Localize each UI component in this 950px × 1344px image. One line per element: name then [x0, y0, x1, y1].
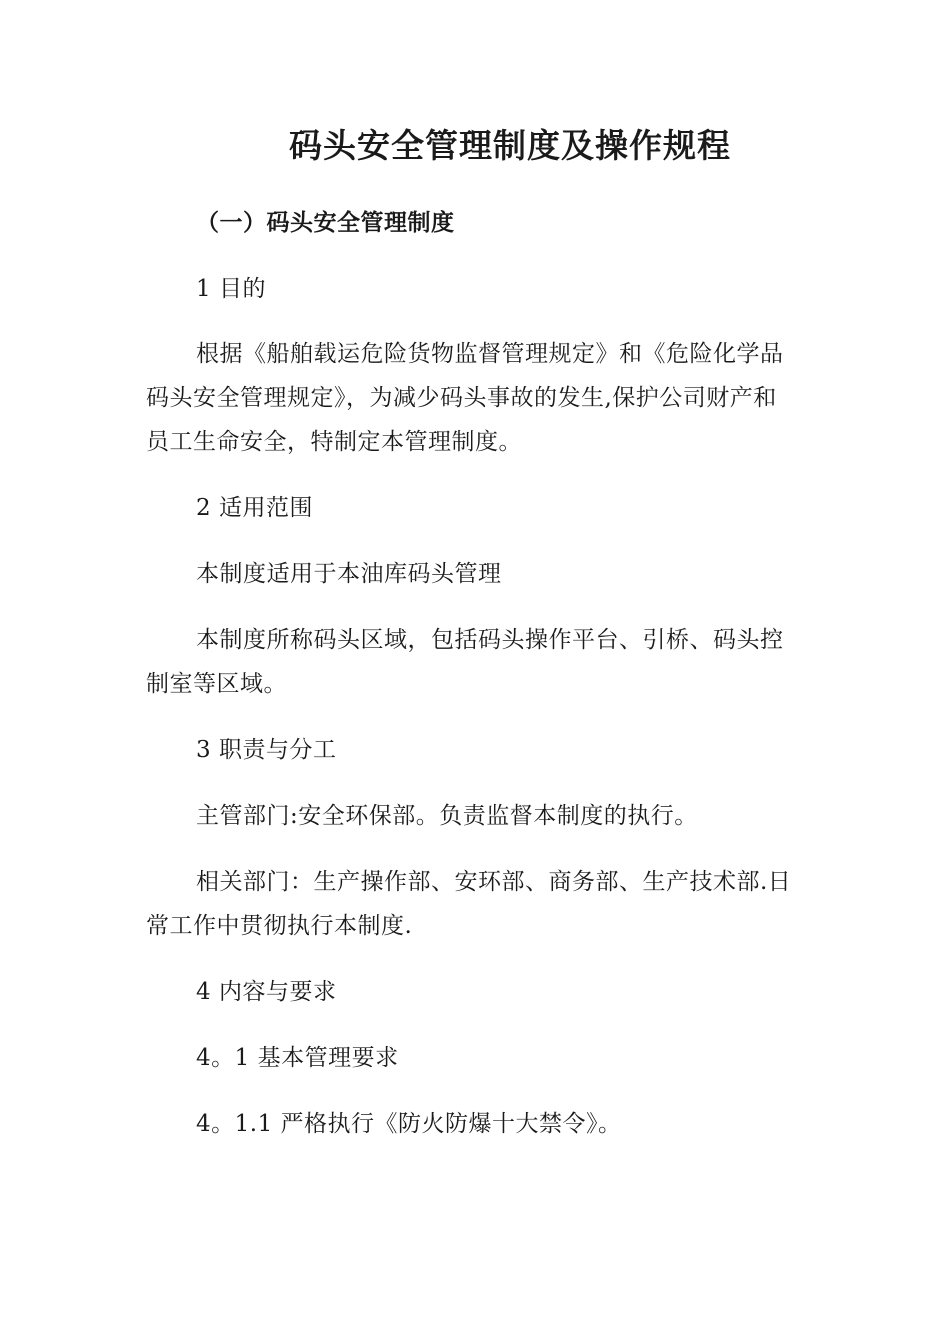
paragraph-scope-body-2: 本制度所称码头区域，包括码头操作平台、引桥、码头控制室等区域。	[146, 627, 784, 697]
paragraph-fire-rules: 4。1.1 严格执行《防火防爆十大禁令》。	[196, 1111, 622, 1137]
paragraph-scope-body-1: 本制度适用于本油库码头管理	[196, 561, 502, 587]
section-heading: （一）码头安全管理制度	[196, 210, 455, 236]
paragraph-purpose-heading: 1 目的	[196, 276, 266, 302]
paragraph-purpose-body: 根据《船舶载运危险货物监督管理规定》和《危险化学品码头安全管理规定》，为减少码头事故的发生,保护公司财产和员工生命安全，特制定本管理制度。	[146, 341, 784, 455]
paragraph-basic-requirements: 4。1 基本管理要求	[196, 1045, 399, 1071]
paragraph-content-heading: 4 内容与要求	[196, 979, 337, 1005]
paragraph-duties-heading: 3 职责与分工	[196, 737, 337, 763]
paragraph-duties-body-2: 相关部门：生产操作部、安环部、商务部、生产技术部.日常工作中贯彻执行本制度.	[146, 869, 792, 939]
paragraph-scope-heading: 2 适用范围	[196, 495, 313, 521]
paragraph-duties-body-1: 主管部门:安全环保部。负责监督本制度的执行。	[196, 803, 698, 829]
document-title: 码头安全管理制度及操作规程	[289, 126, 731, 165]
